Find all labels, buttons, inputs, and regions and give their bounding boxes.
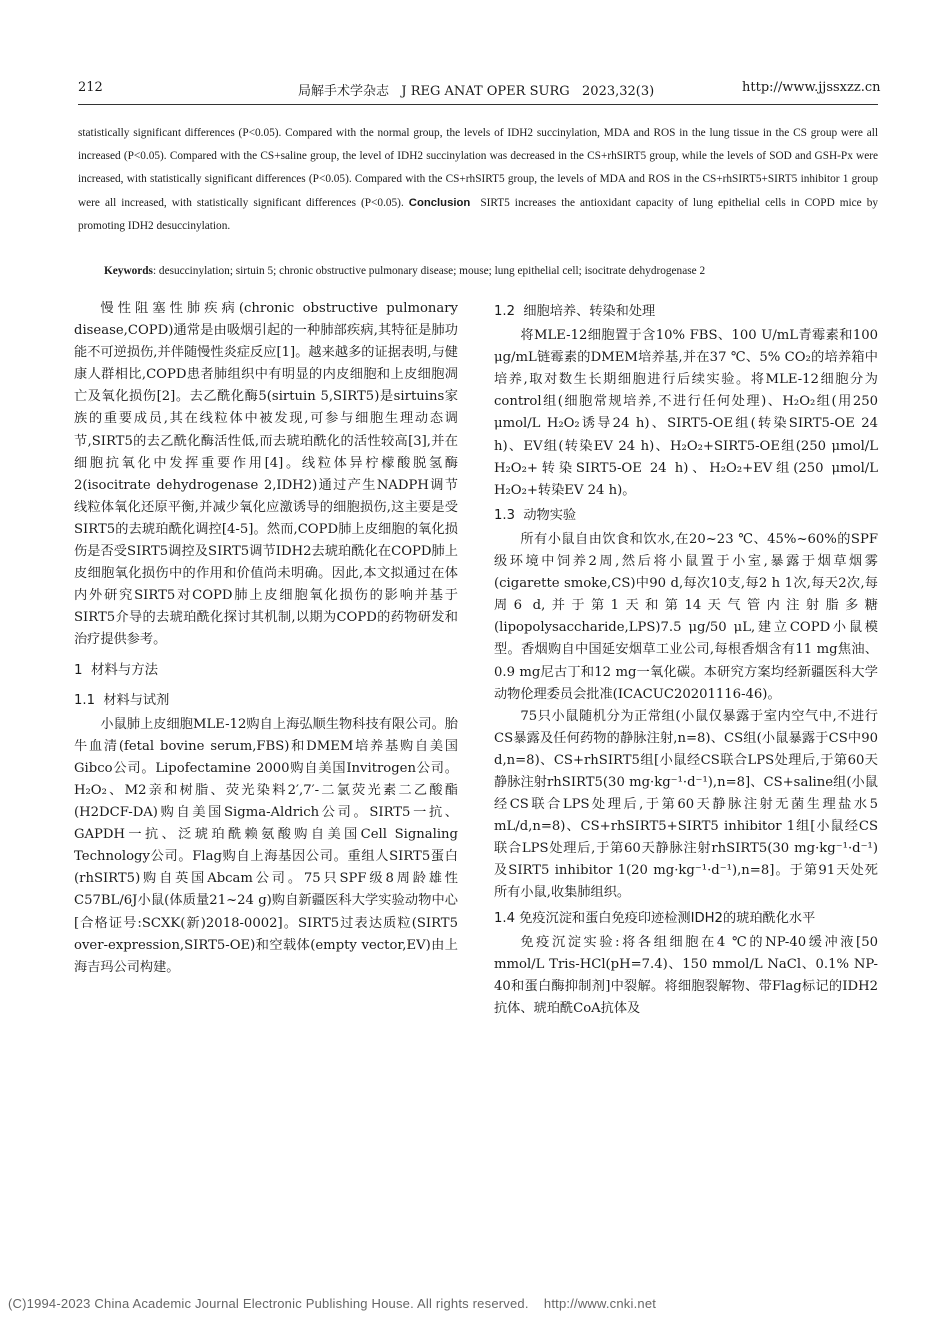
section-heading-1-4: 1.4 免疫沉淀和蛋白免疫印迹检测IDH2的琥珀酰化水平 — [494, 910, 816, 926]
journal-url: http://www.jjssxzz.cn — [742, 80, 881, 95]
conclusion-label: Conclusion — [408, 196, 471, 209]
journal-header: 局解手术学杂志 J REG ANAT OPER SURG 2023,32(3) — [298, 84, 655, 99]
cell-culture-paragraph: 将MLE-12细胞置于含10% FBS、100 U/mL青霉素和100 μg/mL链霉素的DMEM培养基,并在37 ℃、5% CO₂的培养箱中培养,取对数生长期细胞进行后续实验。将MLE-12细胞分为control组(细胞常规培养,不进行任何处理)、H₂O₂组(用250 μmol/L H₂O₂诱导24 h)、SIRT5-OE组(转染SIRT5-OE 24 h)、EV组(转染EV 24 h)、H₂O₂+SIRT5-OE组(250 μmol/L H₂O₂+转染SIRT5-OE 24 h)、H₂O₂+EV组(250 μmol/L H₂O₂+转染EV 24 h)。 — [494, 328, 878, 498]
keywords-text: : desuccinylation; sirtuin 5; chronic obstructive pulmonary disease; mouse; lung epithelial cell; isocitrate dehydrogenase 2 — [152, 265, 706, 277]
page-number: 212 — [78, 80, 103, 95]
materials-paragraph: 小鼠肺上皮细胞MLE-12购自上海弘顺生物科技有限公司。胎牛血清(fetal bovine serum,FBS)和DMEM培养基购自美国Gibco公司。Lipofectamine 2000购自美国Invitrogen公司。H₂O₂、M2亲和树脂、荧光染料2′,7′-二氯荧光素二乙酸酯(H2DCF-DA)购自美国Sigma-Aldrich公司。SIRT5一抗、GAPDH一抗、泛琥珀酰赖氨酸购自美国Cell Signaling Technology公司。Flag购自上海基因公司。重组人SIRT5蛋白(rhSIRT5)购自英国Abcam公司。75只SPF级8周龄雄性C57BL/6J小鼠(体质量21~24 g)购自新疆医科大学实验动物中心[合格证号:SCXK(新)2018-0002]。SIRT5过表达质粒(SIRT5 over-expression,SIRT5-OE)和空载体(empty vector,EV)由上海吉玛公司构建。 — [74, 716, 458, 975]
right-column — [494, 298, 878, 1020]
ip-paragraph: 免疫沉淀实验:将各组细胞在4 ℃的NP-40缓冲液[50 mmol/L Tris-HCl(pH=7.4)、150 mmol/L NaCl、0.1% NP-40和蛋白酶抑制剂]中裂解。将细胞裂解物、带Flag标记的IDH2抗体、琥珀酰CoA抗体及 — [494, 934, 878, 1016]
keywords-label: Keywords — [104, 265, 153, 277]
copyright-footer: (C)1994-2023 China Academic Journal Electronic Publishing House. All rights reserved. http://www.cnki.net — [8, 1296, 657, 1311]
left-column — [74, 298, 458, 979]
animal-paragraph-2: 75只小鼠随机分为正常组(小鼠仅暴露于室内空气中,不进行CS暴露及任何药物的静脉注射,n=8)、CS组(小鼠暴露于CS中90 d,n=8)、CS+rhSIRT5组[小鼠经CS联合LPS处理后,于第60天静脉注射rhSIRT5(30 mg·kg⁻¹·d⁻¹),n=8]、CS+saline组(小鼠经CS联合LPS处理后,于第60天静脉注射无菌生理盐水5 mL/d,n=8)、CS+rhSIRT5+SIRT5 inhibitor 1组[小鼠经CS联合LPS处理后,于第60天静脉注射rhSIRT5(30 mg·kg⁻¹·d⁻¹)及SIRT5 inhibitor 1(20 mg·kg⁻¹·d⁻¹),n=8]。于第91天处死所有小鼠,收集肺组织。 — [494, 708, 878, 901]
header-rule — [78, 104, 878, 105]
animal-paragraph-1: 所有小鼠自由饮食和饮水,在20~23 ℃、45%~60%的SPF级环境中饲养2周,然后将小鼠置于小室,暴露于烟草烟雾(cigarette smoke,CS)中90 d,每次10支,每2 h 1次,每天2次,每周6 d,并于第1天和第14天气管内注射脂多糖(lipopolysaccharide,LPS)7.5 μg/50 μL,建立COPD小鼠模型。香烟购自中国延安烟草工业公司,每根香烟含有11 mg焦油、0.9 mg尼古丁和12 mg一氧化碳。本研究方案均经新疆医科大学动物伦理委员会批准(ICACUC20201116-46)。 — [494, 531, 878, 702]
conclusion-text: SIRT5 increases the antioxidant capacity of lung epithelial cells in COPD mice by promoting IDH2 desuccinylation. — [78, 196, 881, 232]
section-heading-1-1: 1.1 材料与试剂 — [74, 692, 170, 708]
section-heading-1-3: 1.3 动物实验 — [494, 507, 577, 523]
abstract-text: statistically significant differences (P<0.05). Compared with the normal group, the levels of IDH2 succinylation, MDA and ROS in the lung tissue in the CS group were all increased (P<0.05). Compared with the CS+saline group, the level of IDH2 succinylation was decreased in the CS+rhSIRT5 group, while the levels of SOD and GSH-Px were increased, with statistically significant differences (P<0.05). Compared with the CS+rhSIRT5 group, the levels of MDA and ROS in the CS+rhSIRT5+SIRT5 inhibitor 1 group were all increased, with statistically significant differences (P<0.05). — [78, 127, 878, 209]
section-heading-1-2: 1.2 细胞培养、转染和处理 — [494, 304, 656, 319]
keywords — [104, 260, 878, 282]
intro-paragraph: 慢性阻塞性肺疾病(chronic obstructive pulmonary disease,COPD)通常是由吸烟引起的一种肺部疾病,其特征是肺功能不可逆损伤,并伴随慢性炎症反应[1]。越来越多的证据表明,与健康人群相比,COPD患者肺组织中有明显的内皮细胞和上皮细胞凋亡及氧化损伤[2]。去乙酰化酶5(sirtuin 5,SIRT5)是sirtuins家族的重要成员,其在线粒体中被发现,可参与细胞生理动态调节,SIRT5的去乙酰化酶活性低,而去琥珀酰化的活性较高[3],并在细胞抗氧化中发挥重要作用[4]。线粒体异柠檬酸脱氢酶2(isocitrate dehydrogenase 2,IDH2)通过产生NADPH调节线粒体氧化还原平衡,并减少氧化应激诱导的细胞损伤,这主要是受SIRT5的去琥珀酰化调控[4-5]。然而,COPD肺上皮细胞的氧化损伤是否受SIRT5调控及SIRT5调节IDH2去琥珀酰化在COPD肺上皮细胞氧化损伤中的作用和价值尚未明确。因此,本文拟通过在体内外研究SIRT5对COPD肺上皮细胞氧化损伤的影响并基于SIRT5介导的去琥珀酰化探讨其机制,以期为COPD的药物研发和治疗提供参考。 — [74, 301, 458, 648]
section-heading-1: 1 材料与方法 — [74, 662, 158, 678]
abstract — [78, 122, 881, 238]
